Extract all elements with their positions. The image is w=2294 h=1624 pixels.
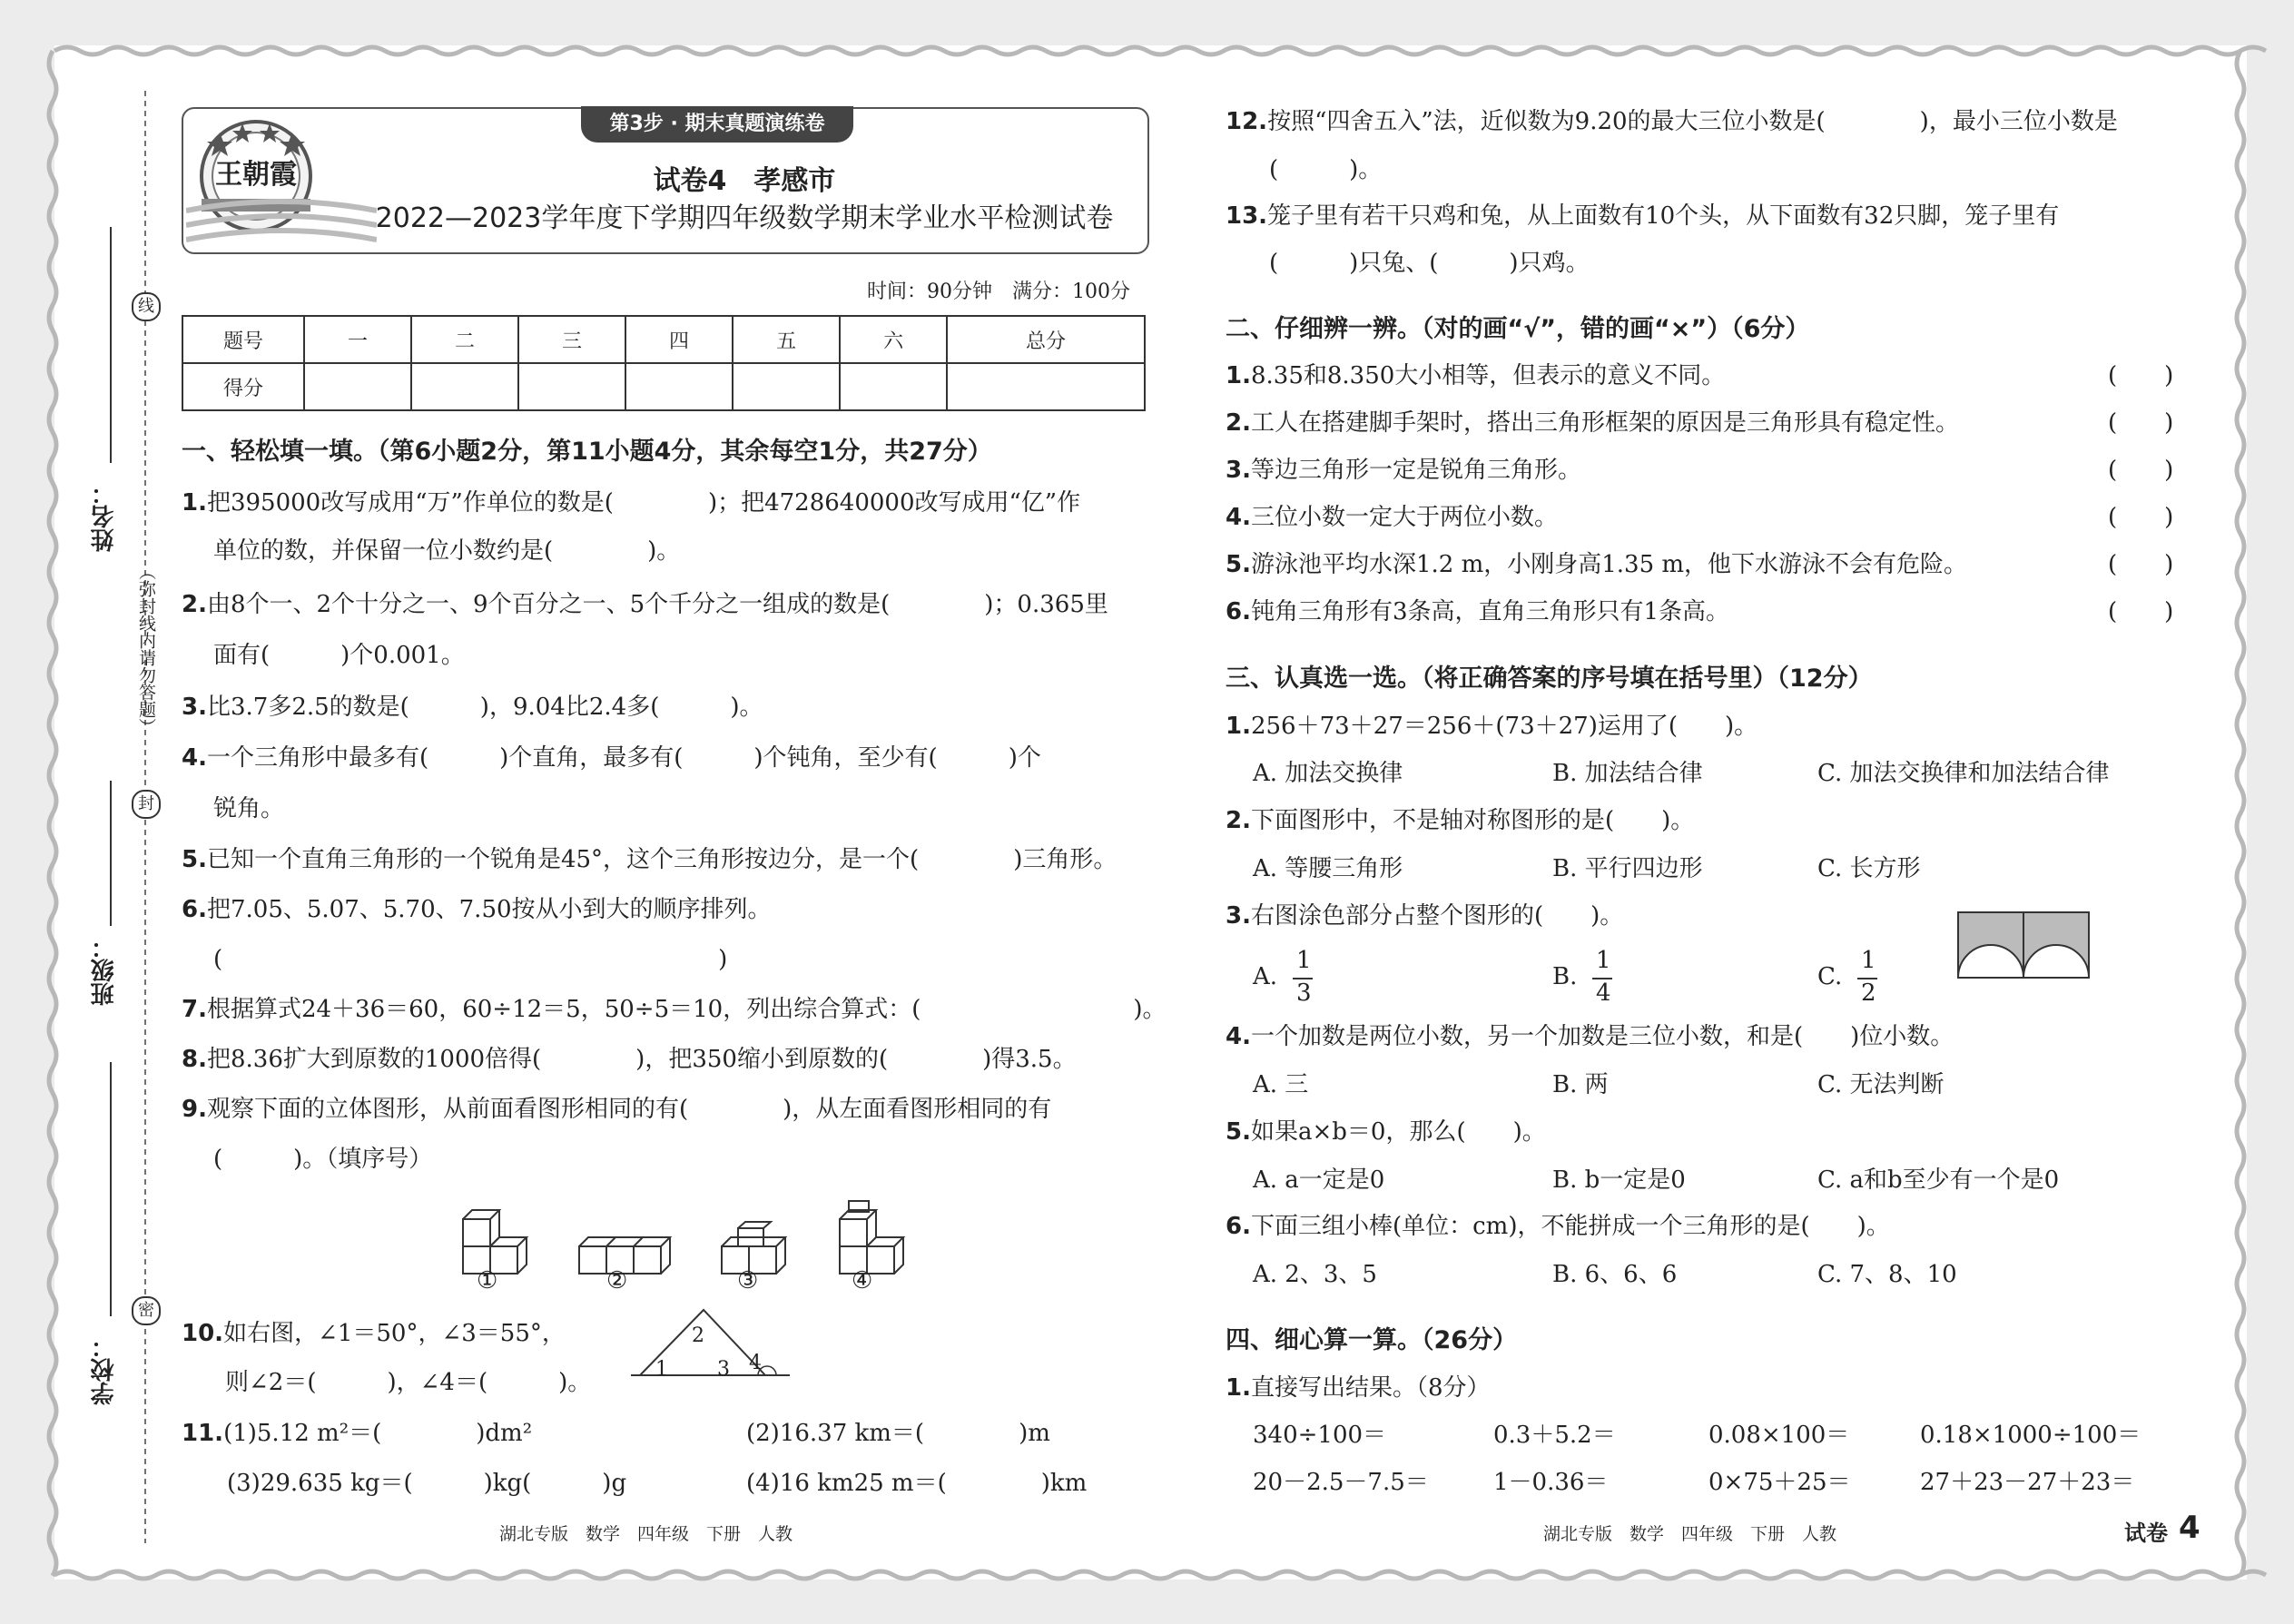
option[interactable]: B. 两 [1552,1071,1609,1098]
calc-item[interactable]: 0.18×1000÷100＝ [1920,1422,2141,1449]
fraction-numerator: 1 [1296,947,1312,974]
judge-paren[interactable]: ( ) [2108,409,2174,437]
binding-char-dense: 密 [132,1296,161,1325]
choice-num: 4. [1226,1023,1251,1050]
paper-title: 试卷4 孝感市 [653,165,836,197]
judge-item [1226,360,1725,391]
q6-line1 [182,894,772,925]
option[interactable]: C. 无法判断 [1817,1071,1944,1098]
option[interactable]: B. b一定是0 [1552,1166,1686,1194]
option[interactable]: A. 三 [1253,1071,1309,1098]
q13-line2: ( )只兔、( )只鸡。 [1269,250,1590,277]
q13-line1 [1226,201,2059,231]
q4-line2: 锐角。 [213,795,285,822]
q12-line1 [1226,106,2118,137]
q12-text: 按照“四舍五入”法，近似数为9.20的最大三位小数是( )，最小三位小数是 [1267,108,2118,135]
angle-label-2: 2 [692,1324,704,1347]
judge-text: 工人在搭建脚手架时，搭出三角形框架的原因是三角形具有稳定性。 [1250,409,1959,437]
option[interactable]: A. 2、3、5 [1253,1261,1377,1288]
choice-num: 6. [1226,1213,1251,1240]
q6-text: 把7.05、5.07、5.70、7.50按从小到大的顺序排列。 [206,896,772,923]
judge-paren[interactable]: ( ) [2108,551,2174,578]
option[interactable]: B. 6、6、6 [1552,1261,1678,1288]
score-cell[interactable] [840,363,947,410]
judge-num: 5. [1226,551,1251,578]
q9-line2: ( )。（填序号） [213,1146,433,1173]
q13-text: 笼子里有若干只鸡和兔，从上面数有10个头，从下面数有32只脚，笼子里有 [1267,202,2060,230]
fraction-numerator: 1 [1596,947,1611,974]
judge-text: 8.35和8.350大小相等，但表示的意义不同。 [1250,362,1726,389]
score-cell[interactable] [518,363,625,410]
binding-char-seal: 封 [132,790,161,819]
page-number: 4 [2179,1510,2200,1546]
q9-line1 [182,1094,1051,1125]
q11-part1: (1)5.12 m²＝( )dm² [223,1420,533,1447]
score-cell[interactable] [947,363,1145,410]
q4-text: 一个三角形中最多有( )个直角，最多有( )个钝角，至少有( )个 [206,744,1041,772]
d1-text: 直接写出结果。（8分） [1250,1374,1491,1402]
choice-text: 右图涂色部分占整个图形的( )。 [1250,902,1624,930]
q10-text: 如右图，∠1＝50°，∠3＝55°， [223,1320,566,1347]
calc-item[interactable]: 0.08×100＝ [1708,1422,1850,1449]
section3-title: 三、认真选一选。（将正确答案的序号填在括号里）（12分） [1226,664,1873,693]
score-header-cell: 一 [304,316,411,363]
q9-label-4: ④ [852,1267,873,1294]
score-header-cell: 二 [411,316,518,363]
score-cell[interactable] [733,363,840,410]
q11-num: 11. [182,1420,224,1447]
option[interactable]: A. 加法交换律 [1253,760,1403,787]
score-header-cell: 题号 [182,316,304,363]
q1-line1 [182,487,1080,518]
score-cell[interactable] [411,363,518,410]
choice-num: 3. [1226,902,1251,930]
angle-label-3: 3 [717,1358,730,1381]
score-header-cell: 四 [625,316,733,363]
judge-num: 4. [1226,504,1251,531]
choice-num: 5. [1226,1118,1251,1146]
q2-num: 2. [182,591,207,618]
score-row [182,363,1145,410]
option[interactable]: B. 平行四边形 [1552,855,1703,882]
q3-text: 比3.7多2.5的数是( )，9.04比2.4多( )。 [206,694,763,721]
q7-line [182,994,1167,1025]
choice-num: 2. [1226,807,1251,834]
left-footer: 湖北专版 数学 四年级 下册 人教 [499,1524,793,1544]
fraction-denominator: 2 [1861,979,1876,1007]
q9-num: 9. [182,1096,207,1123]
q8-text: 把8.36扩大到原数的1000倍得( )，把350缩小到原数的( )得3.5。 [206,1046,1077,1073]
calc-item[interactable]: 340÷100＝ [1253,1422,1387,1449]
binding-note: （弥封线内请勿答题） [136,563,156,735]
fraction-numerator: 1 [1861,947,1876,974]
c3-shaded-figure [1956,910,2092,983]
choice-text: 一个加数是两位小数，另一个加数是三位小数，和是( )位小数。 [1250,1023,1954,1050]
calc-item[interactable]: 0.3＋5.2＝ [1493,1422,1616,1449]
q10-num: 10. [182,1320,224,1347]
q7-text: 根据算式24＋36＝60，60÷12＝5，50÷5＝10，列出综合算式：( )。 [206,996,1167,1023]
q7-num: 7. [182,996,207,1023]
school-label: 学校： [91,1334,118,1405]
q5-text: 已知一个直角三角形的一个锐角是45°，这个三角形按边分，是一个( )三角形。 [206,846,1117,873]
choice5 [1226,1117,1546,1147]
score-header-cell: 三 [518,316,625,363]
q8-line [182,1044,1077,1075]
q11-part4: (4)16 km25 m＝( )km [746,1470,1088,1497]
name-label: 姓名： [91,481,118,552]
judge-num: 2. [1226,409,1251,437]
q6-line2: ( ) [213,946,728,973]
q12-num: 12. [1226,108,1268,135]
q3-line [182,692,763,723]
cube-figure-1 [463,1210,527,1274]
choice4 [1226,1021,1954,1052]
option[interactable]: C. 加法交换律和加法结合律 [1817,760,2110,787]
q12-line2: ( )。 [1269,156,1383,183]
judge-item [1226,408,1959,438]
option-letter: C. [1817,963,1843,990]
choice6 [1226,1211,1890,1242]
q3-num: 3. [182,694,207,721]
judge-num: 6. [1226,598,1251,625]
q11-part2: (2)16.37 km＝( )m [746,1420,1050,1447]
score-cell[interactable] [304,363,411,410]
option[interactable]: A. 等腰三角形 [1253,855,1403,882]
choice-text: 256＋73＋27＝256＋(73＋27)运用了( )。 [1250,713,1758,740]
q10-line1 [182,1318,566,1349]
judge-item [1226,455,1581,486]
score-header-cell: 六 [840,316,947,363]
judge-item [1226,502,1558,533]
q11-line1 [182,1418,532,1449]
option[interactable]: A. a一定是0 [1253,1166,1385,1194]
q8-num: 8. [182,1046,207,1073]
section1-title: 一、轻松填一填。（第6小题2分，第11小题4分，其余每空1分，共27分） [182,438,992,466]
choice-text: 如果a×b＝0，那么( )。 [1250,1118,1546,1146]
q9-label-3: ③ [737,1267,759,1294]
calc-item[interactable]: 1－0.36＝ [1493,1469,1609,1496]
q13-num: 13. [1226,202,1268,230]
binding-char-line: 线 [132,292,161,321]
logo-text: 王朝霞 [215,159,297,191]
page-label: 试卷 [2124,1521,2168,1546]
time-info: 时间：90分钟 满分：100分 [867,281,1130,303]
choice2 [1226,805,1694,836]
angle-label-1: 1 [655,1358,668,1381]
option[interactable]: C. 7、8、10 [1817,1261,1957,1288]
q6-num: 6. [182,896,207,923]
q1-line2: 单位的数，并保留一位小数约是( )。 [213,537,681,565]
q1-num: 1. [182,489,207,517]
right-footer: 湖北专版 数学 四年级 下册 人教 [1543,1524,1837,1544]
q9-cube-figures [449,1196,921,1296]
angle-label-4: 4 [749,1352,762,1374]
judge-text: 等边三角形一定是锐角三角形。 [1250,457,1581,484]
d1-num: 1. [1226,1374,1251,1402]
q2-line2: 面有( )个0.001。 [213,642,465,669]
fraction-denominator: 4 [1596,979,1611,1007]
choice-num: 1. [1226,713,1251,740]
section2-title: 二、仔细辨一辨。（对的画“√”，错的画“×”）（6分） [1226,315,1810,343]
class-label: 班级： [91,935,118,1006]
q5-num: 5. [182,846,207,873]
q2-line1 [182,589,1108,620]
judge-item [1226,549,1967,580]
q5-line [182,844,1117,875]
choice-text: 下面三组小棒(单位：cm)，不能拼成一个三角形的是( )。 [1250,1213,1890,1240]
choice3 [1226,901,1623,931]
option-letter: A. [1253,963,1278,990]
q9-text: 观察下面的立体图形，从前面看图形相同的有( )，从左面看图形相同的有 [206,1096,1052,1123]
calc-item[interactable]: 0×75＋25＝ [1708,1469,1851,1496]
judge-paren[interactable]: ( ) [2108,362,2174,389]
judge-paren[interactable]: ( ) [2108,504,2174,531]
judge-num: 3. [1226,457,1251,484]
banner-text: 第3步 · 期末真题演练卷 [609,113,825,135]
score-header-cell: 五 [733,316,840,363]
judge-paren[interactable]: ( ) [2108,457,2174,484]
judge-paren[interactable]: ( ) [2108,598,2174,625]
cube-figure-4 [840,1201,903,1274]
option[interactable]: B. 加法结合律 [1552,760,1703,787]
fraction-denominator: 3 [1296,979,1312,1007]
q4-num: 4. [182,744,207,772]
q10-line2: 则∠2＝( )，∠4＝( )。 [225,1369,592,1396]
judge-text: 游泳池平均水深1.2 m，小刚身高1.35 m，他下水游泳不会有危险。 [1250,551,1968,578]
option-letter: B. [1552,963,1578,990]
d1-line [1226,1373,1491,1403]
score-table [182,315,1146,411]
paper-subtitle: 2022—2023学年度下学期四年级数学期末学业水平检测试卷 [375,202,1114,234]
score-header-row [182,316,1145,363]
q9-label-2: ② [606,1267,628,1294]
q9-label-1: ① [477,1267,498,1294]
q4-line1 [182,743,1041,773]
section4-title: 四、细心算一算。（26分） [1226,1326,1518,1354]
option[interactable]: C. a和b至少有一个是0 [1817,1166,2060,1194]
calc-item[interactable]: 20－2.5－7.5＝ [1253,1469,1429,1496]
score-row-label: 得分 [182,363,304,410]
q11-part3: (3)29.635 kg＝( )kg( )g [227,1470,627,1497]
judge-text: 三位小数一定大于两位小数。 [1250,504,1558,531]
score-header-cell: 总分 [947,316,1145,363]
judge-num: 1. [1226,362,1251,389]
choice1 [1226,711,1757,742]
score-cell[interactable] [625,363,733,410]
q1-text: 把395000改写成用“万”作单位的数是( )；把4728640000改写成用“亿”作 [206,489,1081,517]
judge-text: 钝角三角形有3条高，直角三角形只有1条高。 [1250,598,1730,625]
judge-item [1226,596,1729,627]
calc-item[interactable]: 27＋23－27＋23＝ [1920,1469,2135,1496]
option[interactable]: C. 长方形 [1817,855,1921,882]
choice-text: 下面图形中，不是轴对称图形的是( )。 [1250,807,1695,834]
q2-text: 由8个一、2个十分之一、9个百分之一、5个千分之一组成的数是( )；0.365里 [206,591,1108,618]
